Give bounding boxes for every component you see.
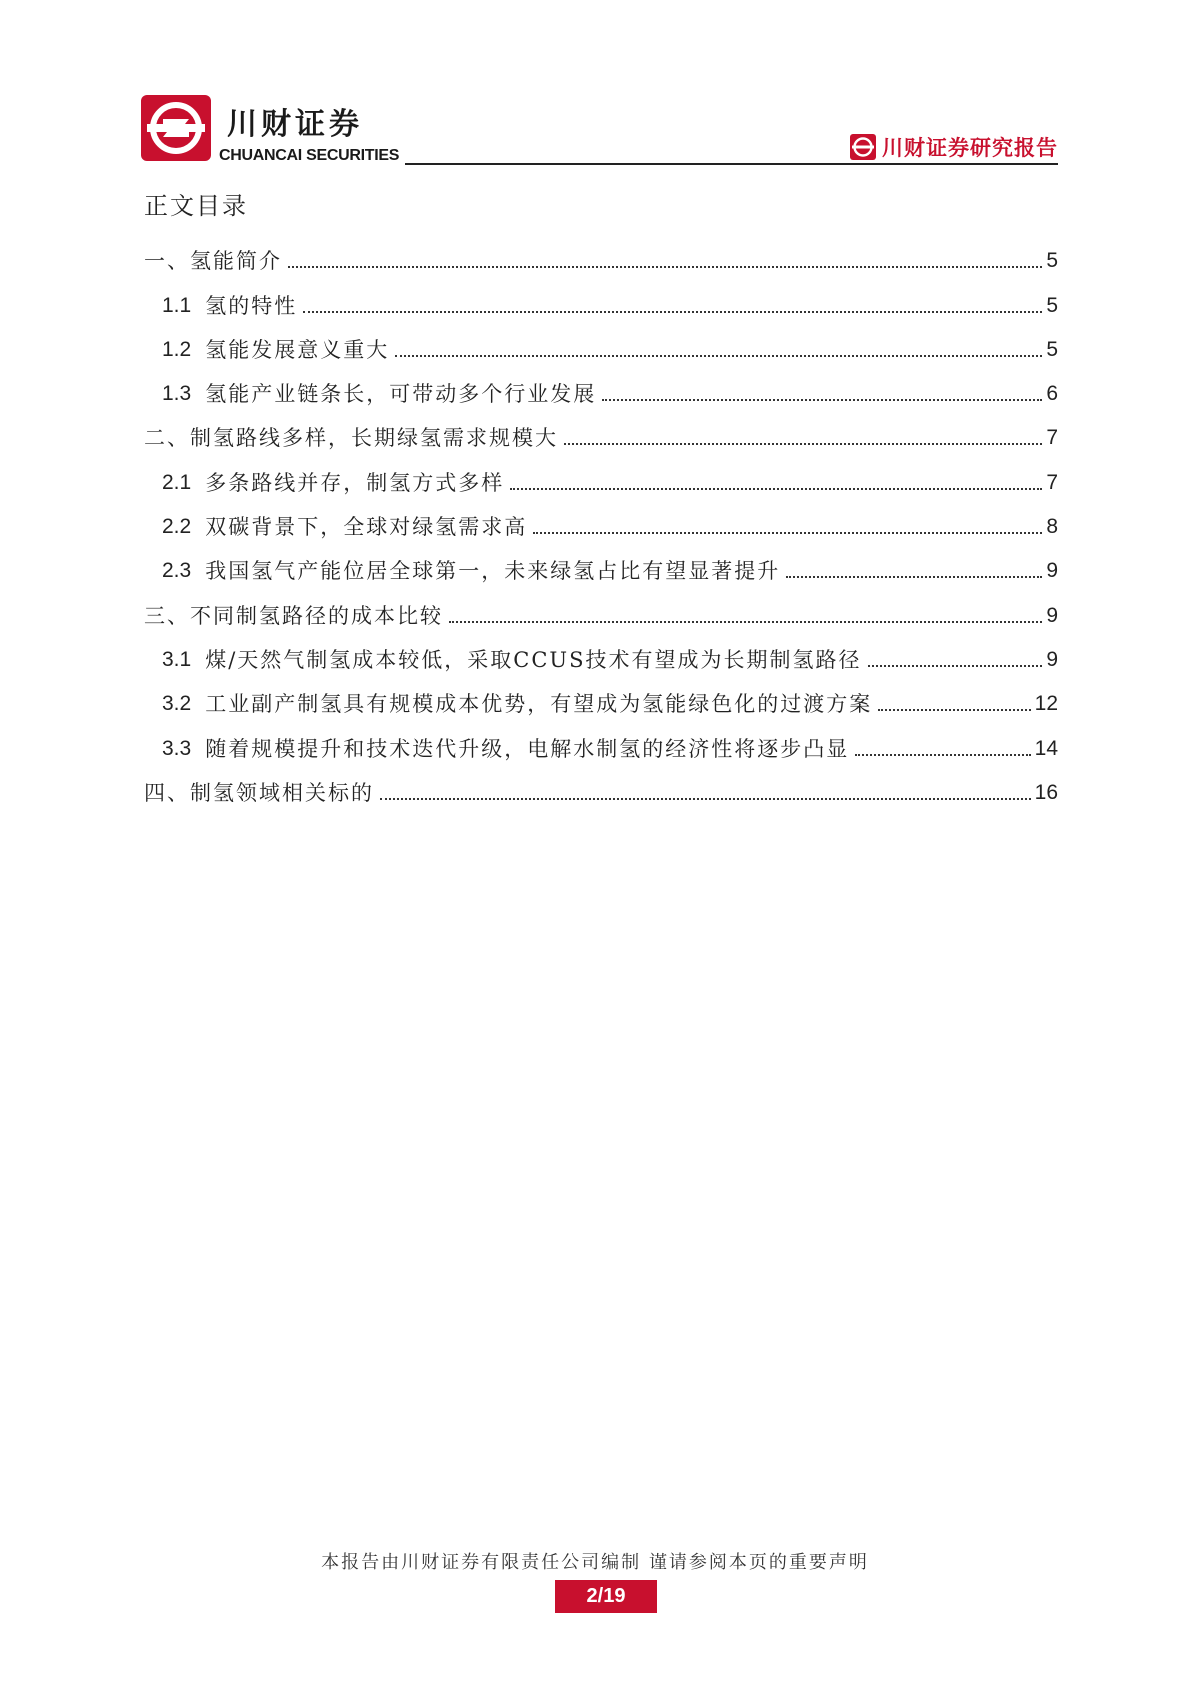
header-divider (405, 163, 1058, 165)
toc-entry-number: 2.1 (162, 470, 192, 494)
toc-entry-text: 二、制氢路线多样，长期绿氢需求规模大 (144, 426, 558, 451)
toc-entry-number: 1.1 (162, 293, 192, 317)
toc-entry-number: 3.3 (162, 736, 192, 760)
toc-entry-text: 一、氢能简介 (144, 249, 282, 274)
toc-entry[interactable] (144, 368, 1058, 412)
toc-leader (380, 798, 1031, 800)
toc-entry-text: 氢能发展意义重大 (205, 337, 390, 362)
toc-entry-page: 16 (1034, 780, 1058, 804)
toc-entry-page: 14 (1034, 736, 1058, 760)
toc-entry-page: 5 (1046, 337, 1058, 361)
toc-entry-page: 9 (1046, 647, 1058, 671)
toc-leader (786, 576, 1042, 578)
toc-leader (564, 443, 1042, 445)
toc-leader (510, 488, 1042, 490)
toc-entry[interactable] (144, 235, 1058, 279)
chuancai-logo-icon (141, 95, 211, 161)
toc-entry-page: 12 (1034, 692, 1058, 716)
toc-entry-text: 三、不同制氢路径的成本比较 (144, 603, 443, 628)
toc-leader (878, 709, 1030, 711)
toc-leader (602, 399, 1042, 401)
toc-entry-text: 氢能产业链条长，可带动多个行业发展 (205, 382, 597, 407)
report-label-text: 川财证券研究报告 (882, 136, 1058, 160)
toc-leader (303, 311, 1042, 313)
toc-entry-number: 2.3 (162, 559, 192, 583)
footer-disclaimer: 本报告由川财证券有限责任公司编制 谨请参阅本页的重要声明 (321, 1552, 869, 1573)
page-number-badge: 2/19 (555, 1580, 657, 1613)
toc-entry[interactable] (144, 324, 1058, 368)
toc-leader (449, 621, 1042, 623)
toc-entry-number: 1.2 (162, 337, 192, 361)
toc-entry[interactable] (144, 279, 1058, 323)
toc-entry[interactable] (144, 767, 1058, 811)
toc-title: 正文目录 (144, 192, 248, 220)
toc-entry-text: 工业副产制氢具有规模成本优势，有望成为氢能绿色化的过渡方案 (205, 692, 873, 717)
toc-entry-page: 6 (1046, 382, 1058, 406)
toc-entry-page: 5 (1046, 249, 1058, 273)
toc-entry[interactable] (144, 456, 1058, 500)
toc-entry[interactable] (144, 501, 1058, 545)
toc-entry[interactable] (144, 722, 1058, 766)
toc-entry-page: 9 (1046, 603, 1058, 627)
toc-entry-text: 我国氢气产能位居全球第一，未来绿氢占比有望显著提升 (205, 559, 781, 584)
toc-leader (868, 665, 1043, 667)
toc-entry[interactable] (144, 412, 1058, 456)
toc-entry-text: 双碳背景下，全球对绿氢需求高 (205, 515, 528, 540)
toc-entry-page: 5 (1046, 293, 1058, 317)
brand-name-en: CHUANCAI SECURITIES (219, 147, 400, 164)
toc-entry[interactable] (144, 634, 1058, 678)
toc-entry-page: 7 (1046, 470, 1058, 494)
toc-entry-page: 9 (1046, 559, 1058, 583)
toc-entry-page: 7 (1046, 426, 1058, 450)
toc-leader (288, 266, 1042, 268)
toc-entry-number: 2.2 (162, 515, 192, 539)
toc-entry[interactable] (144, 589, 1058, 633)
toc-entry[interactable] (144, 545, 1058, 589)
company-logo (141, 95, 400, 167)
chuancai-mini-logo-icon (850, 134, 876, 160)
toc-entry-text: 多条路线并存，制氢方式多样 (205, 470, 505, 495)
toc-leader (533, 532, 1042, 534)
toc-entry[interactable] (144, 678, 1058, 722)
report-label (850, 132, 1058, 162)
toc-entry-text: 随着规模提升和技术迭代升级，电解水制氢的经济性将逐步凸显 (205, 736, 850, 761)
toc-leader (395, 355, 1042, 357)
toc-entry-page: 8 (1046, 515, 1058, 539)
toc-leader (855, 754, 1030, 756)
toc-entry-text: 煤/天然气制氢成本较低，采取CCUS技术有望成为长期制氢路径 (205, 647, 862, 672)
toc-entry-text: 四、制氢领域相关标的 (144, 780, 374, 805)
toc-entry-number: 3.2 (162, 692, 192, 716)
table-of-contents (144, 186, 1058, 811)
toc-entry-text: 氢的特性 (205, 293, 298, 318)
toc-entry-number: 3.1 (162, 647, 192, 671)
brand-name-cn: 川财证券 (227, 107, 363, 142)
toc-entry-number: 1.3 (162, 382, 192, 406)
